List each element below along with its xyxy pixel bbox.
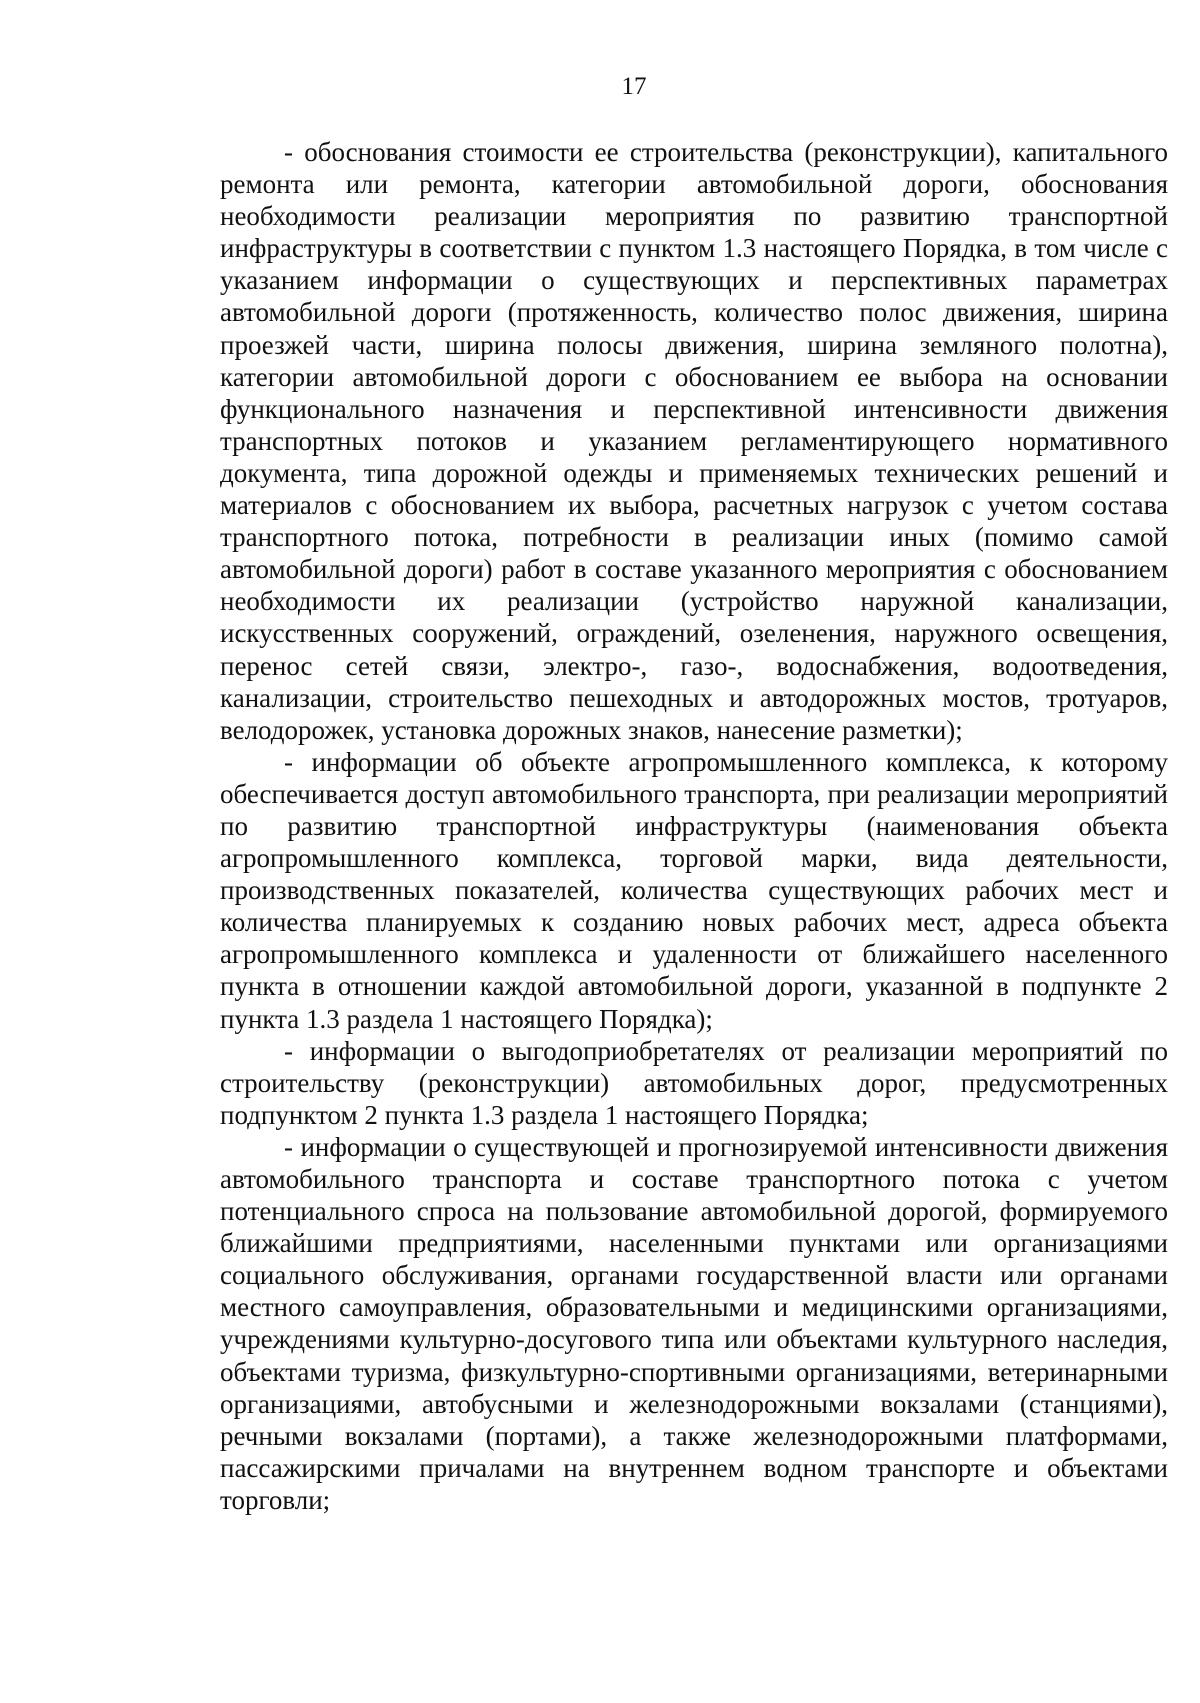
document-body [220,136,1168,1516]
paragraph-traffic-intensity-info: - информации о существующей и прогнозируемой интенсивности движения автомобильного транспорта и составе транспортного потока с учетом потенциального спроса на пользование автомобильной дорогой, формируемого ближайшими предприятиями, населенными пунктами или организациями социального обслуживания, органами государственной власти или органами местного самоуправления, образовательными и медицинскими организациями, учреждениями культурно-досугового типа или объектами культурного наследия, объектами туризма, физкультурно-спортивными организациями, ветеринарными организациями, автобусными и железнодорожными вокзалами (станциями), речными вокзалами (портами), а также железнодорожными платформами, пассажирскими причалами на внутреннем водном транспорте и объектами торговли; [220,1131,1168,1515]
page-number: 17 [621,73,647,100]
paragraph-cost-justification: - обоснования стоимости ее строительства (реконструкции), капитального ремонта или ремонта, категории автомобильной дороги, обоснования необходимости реализации мероприятия по развитию транспортной инфраструктуры в соответствии с пунктом 1.3 настоящего Порядка, в том числе с указанием информации о существующих и перспективных параметрах автомобильной дороги (протяженность, количество полос движения, ширина проезжей части, ширина полосы движения, ширина земляного полотна), категории автомобильной дороги с обоснованием ее выбора на основании функционального назначения и перспективной интенсивности движения транспортных потоков и указанием регламентирующего нормативного документа, типа дорожной одежды и применяемых технических решений и материалов с обоснованием их выбора, расчетных нагрузок с учетом состава транспортного потока, потребности в реализации иных (помимо самой автомобильной дороги) работ в составе указанного мероприятия с обоснованием необходимости их реализации (устройство наружной канализации, искусственных сооружений, ограждений, озеленения, наружного освещения, перенос сетей связи, электро-, газо-, водоснабжения, водоотведения, канализации, строительство пешеходных и автодорожных мостов, тротуаров, велодорожек, установка дорожных знаков, нанесение разметки); [220,137,1168,745]
paragraph-agro-object-info: - информации об объекте агропромышленного комплекса, к которому обеспечивается доступ автомобильного транспорта, при реализации мероприятий по развитию транспортной инфраструктуры (наименования объекта агропромышленного комплекса, торговой марки, вида деятельности, производственных показателей, количества существующих рабочих мест и количества планируемых к созданию новых рабочих мест, адреса объекта агропромышленного комплекса и удаленности от ближайшего населенного пункта в отношении каждой автомобильной дороги, указанной в подпункте 2 пункта 1.3 раздела 1 настоящего Порядка); [220,746,1168,1034]
paragraph-beneficiaries-info: - информации о выгодоприобретателях от реализации мероприятий по строительству (реконструкции) автомобильных дорог, предусмотренных подпунктом 2 пункта 1.3 раздела 1 настоящего Порядка; [220,1035,1168,1130]
